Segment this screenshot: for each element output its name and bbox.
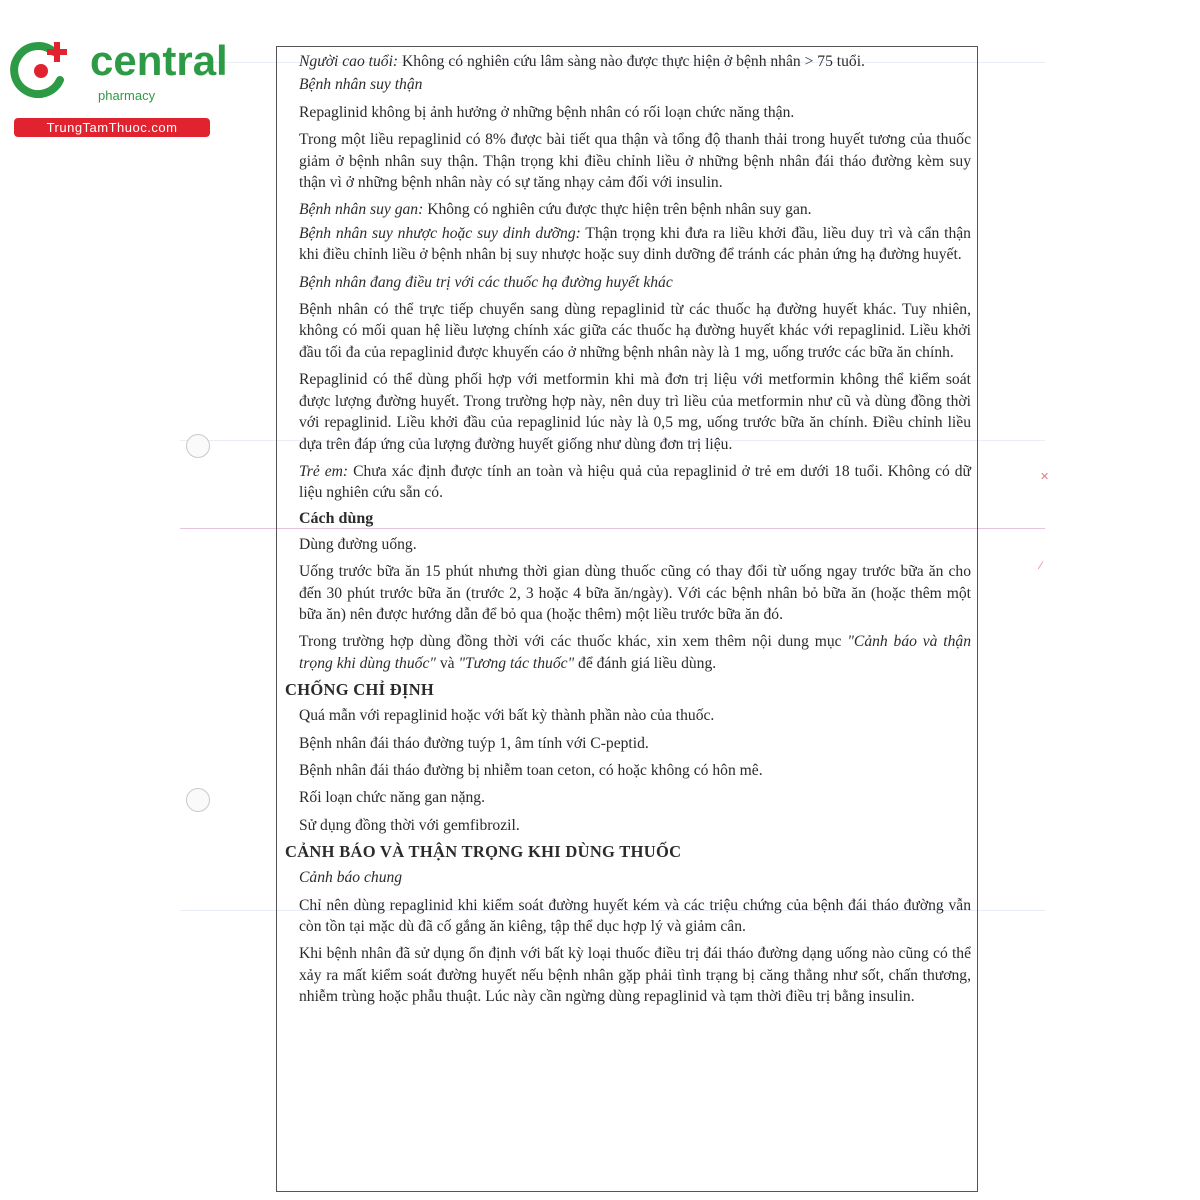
heading-administration: Cách dùng	[299, 509, 374, 527]
text-hepatic: Không có nghiên cứu được thực hiện trên bệnh nhân suy gan.	[423, 201, 812, 219]
text-debilitated: Thận trọng khi đưa ra liều khởi đầu, liều duy trì và cẩn thận khi điều chỉnh liều ở bệnh nhân bị suy nhược hoặc suy dinh dưỡng để tránh các phản ứng hạ đường huyết.	[299, 224, 971, 264]
paragraph-metformin: Repaglinid có thể dùng phối hợp với metformin khi mà đơn trị liệu với metformin không thể kiểm soát được lượng đường huyết. Trong trường hợp này, nên duy trì liều của metformin như cũ và dùng đồng thời với repaglinid. Liều khởi đầu của repaglinid lúc này là 0,5 mg, uống trước bữa ăn chính. Điều chỉnh liều dựa trên đáp ứng của lượng đường huyết giống như dùng đơn trị liệu.	[299, 371, 971, 453]
paragraph-warning-2: Khi bệnh nhân đã sử dụng ổn định với bất kỳ loại thuốc điều trị đái tháo đường dạng uống nào cũng có thể xảy ra mất kiểm soát đường huyết nếu bệnh nhân gặp phải tình trạng bị căng thẳng như sốt, chấn thương, nhiễm trùng hoặc phẫu thuật. Lúc này cần ngừng dùng repaglinid và tạm thời điều trị bằng insulin.	[299, 945, 971, 1006]
brand-name: central	[90, 37, 228, 84]
edge-mark: ⁄	[1040, 560, 1042, 572]
text-ref-e: để đánh giá liều dùng.	[574, 654, 717, 672]
paragraph-renal-2: Trong một liều repaglinid có 8% được bài tiết qua thận và tổng độ thanh thải trong huyết tương của thuốc giảm ở bệnh nhân suy thận. Thận trọng khi điều chỉnh liều ở những bệnh nhân đái tháo đường kèm suy thận vì ở những bệnh nhân này có sự tăng nhạy cảm đối với insulin.	[299, 131, 971, 192]
subheading-renal: Bệnh nhân suy thận	[299, 76, 423, 94]
contraindication-item: Quá mẫn với repaglinid hoặc với bất kỳ thành phần nào của thuốc.	[299, 707, 715, 725]
label-elderly: Người cao tuổi:	[299, 53, 399, 70]
brand-subtitle: pharmacy	[98, 88, 156, 103]
heading-warnings: CẢNH BÁO VÀ THẬN TRỌNG KHI DÙNG THUỐC	[285, 842, 682, 862]
contraindication-item: Rối loạn chức năng gan nặng.	[299, 789, 485, 807]
contraindication-item: Sử dụng đồng thời với gemfibrozil.	[299, 816, 520, 834]
brand-website[interactable]: TrungTamThuoc.com	[14, 118, 210, 137]
paragraph-debilitated	[299, 223, 971, 266]
link-warnings-section: "Cảnh báo và thận trọng khi dùng thuốc"	[299, 633, 971, 672]
label-debilitated: Bệnh nhân suy nhược hoặc suy dinh dưỡng:	[299, 224, 581, 242]
text-elderly: Không có nghiên cứu lâm sàng nào được thực hiện ở bệnh nhân > 75 tuổi.	[398, 53, 865, 70]
paragraph-hepatic	[299, 199, 971, 220]
paragraph-switching: Bệnh nhân có thể trực tiếp chuyển sang dùng repaglinid từ các thuốc hạ đường huyết khác. Tuy nhiên, không có mối quan hệ liều lượng chính xác giữa các thuốc hạ đường huyết khác với repaglinid. Liều khởi đầu tối đa của repaglinid được khuyến cáo ở những bệnh nhân này là 1 mg, uống trước các bữa ăn chính.	[299, 301, 971, 361]
paragraph-oral: Dùng đường uống.	[299, 535, 417, 553]
contraindication-item: Bệnh nhân đái tháo đường tuýp 1, âm tính với C-peptid.	[299, 734, 649, 752]
pharmacy-logo-icon	[10, 38, 72, 100]
paragraph-renal-1: Repaglinid không bị ảnh hưởng ở những bệnh nhân có rối loạn chức năng thận.	[299, 103, 795, 121]
link-interactions-section: "Tương tác thuốc"	[458, 654, 575, 672]
punch-hole	[186, 788, 210, 812]
text-children: Chưa xác định được tính an toàn và hiệu quả của repaglinid ở trẻ em dưới 18 tuổi. Không có dữ liệu nghiên cứu sẵn có.	[299, 462, 972, 502]
edge-mark: ✕	[1040, 471, 1050, 483]
contraindication-item: Bệnh nhân đái tháo đường bị nhiễm toan ceton, có hoặc không có hôn mê.	[299, 761, 763, 779]
label-hepatic: Bệnh nhân suy gan:	[299, 201, 424, 219]
document-page	[276, 46, 978, 1192]
label-children: Trẻ em:	[299, 462, 349, 480]
paragraph-children	[299, 461, 971, 504]
subheading-other-drugs: Bệnh nhân đang điều trị với các thuốc hạ đường huyết khác	[299, 273, 673, 291]
heading-contraindications: CHỐNG CHỈ ĐỊNH	[285, 680, 435, 700]
punch-hole	[186, 434, 210, 458]
text-ref-c: và	[435, 654, 459, 672]
paragraph-interactions-ref	[299, 631, 971, 674]
paragraph-warning-1: Chỉ nên dùng repaglinid khi kiểm soát đường huyết kém và các triệu chứng của bệnh đái tháo đường vẫn còn tồn tại mặc dù đã cố gắng ăn kiêng, tập thể dục hợp lý và giảm cân.	[299, 896, 971, 935]
paragraph-elderly	[299, 51, 971, 72]
paragraph-timing: Uống trước bữa ăn 15 phút nhưng thời gian dùng thuốc cũng có thay đổi từ uống ngay trước bữa ăn cho đến 30 phút trước bữa ăn (trước 2, 3 hoặc 4 bữa ăn/ngày). Với các bệnh nhân bỏ bữa ăn (hoặc thêm một bữa ăn) nên được hướng dẫn để bỏ qua (hoặc thêm) một liều trước bữa ăn đó.	[299, 563, 971, 623]
subheading-general-warnings: Cảnh báo chung	[299, 869, 403, 887]
document-content	[285, 51, 972, 1014]
brand-logo[interactable]	[10, 37, 228, 138]
text-ref-a: Trong trường hợp dùng đồng thời với các thuốc khác, xin xem thêm nội dung mục	[299, 633, 848, 651]
